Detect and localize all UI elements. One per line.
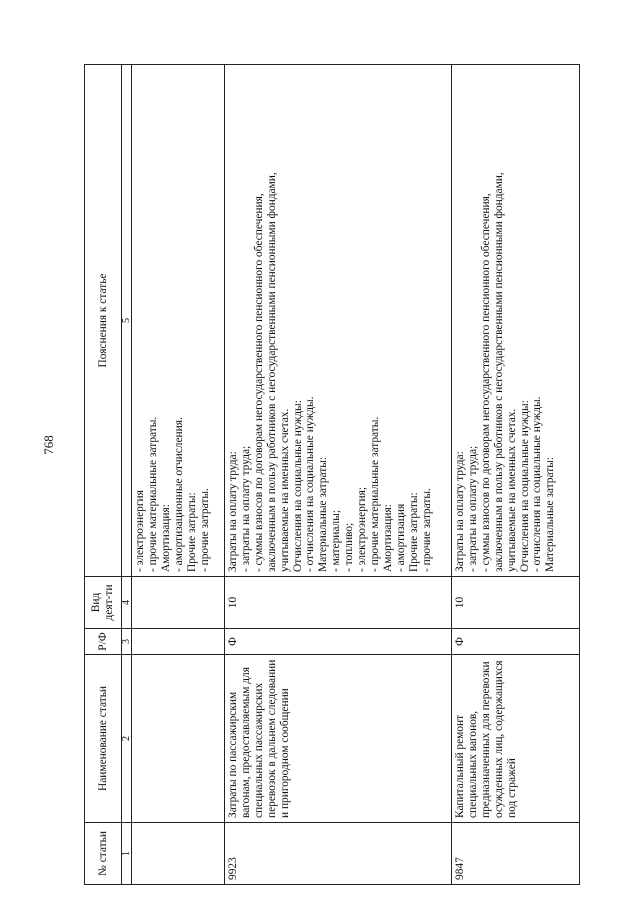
item-activity-type: 10 [225,577,452,629]
table-row [225,65,452,885]
explanation-line: учитываемые на именных счетах. [505,408,518,572]
item-name [452,655,580,823]
expense-items-table [84,64,580,885]
explanation-line: - прочие материальные затраты. [146,416,159,572]
header-item-name: Наименование статьи [85,655,122,823]
explanation-line: - материалы; [330,509,343,572]
item-name [132,655,225,823]
item-activity-type: 10 [452,577,580,629]
explanation-line: заключенным в пользу работников с негосударственными пенсионными фондами, [265,172,278,572]
table-header-row [85,65,122,885]
column-index: 1 [122,823,132,885]
item-activity-type [132,577,225,629]
explanation-line: Отчисления на социальные нужды: [518,400,531,572]
explanation-line: - прочие затраты. [198,488,211,572]
rotated-table-container [84,65,580,885]
explanation-line: заключенным в пользу работников с негосударственными пенсионными фондами, [492,172,505,572]
page-number: 768 [41,435,56,455]
explanation-line: Амортизация: [159,504,172,572]
explanation-line: - суммы взносов по договорам негосударственного пенсионного обеспечения, [252,193,265,572]
header-item-number: № статьи [85,823,122,885]
explanation-line: - затраты на оплату труда; [466,445,479,572]
column-index: 4 [122,577,132,629]
explanation-line: Материальные затраты: [317,456,330,572]
item-name [225,655,452,823]
column-index: 5 [122,65,132,577]
explanation-line: - амортизация [394,503,407,572]
explanation-line: - отчисления на социальные нужды. [531,396,544,572]
explanation-line: - суммы взносов по договорам негосударственного пенсионного обеспечения, [479,193,492,572]
header-rf: Р/Ф [85,629,122,655]
explanation-line: - амортизационные отчисления. [172,417,185,572]
item-name-text: Затраты по пассажирским вагонам, предоставляемым для специальных пассажирских перевозок в дальнем следовании и пригородном сообщении [227,659,291,818]
item-number: 9847 [452,823,580,885]
explanation-line: - электроэнергия [134,490,146,572]
item-rf [132,629,225,655]
explanation-line: Прочие затраты: [185,492,198,572]
explanation-line: Затраты на оплату труда: [454,451,466,572]
item-explanation [225,65,452,577]
item-number: 9923 [225,823,452,885]
explanation-line: - прочие материальные затраты. [368,416,381,572]
explanation-line: Прочие затраты: [407,492,420,572]
explanation-line: - топливо; [343,522,356,572]
explanation-line: Амортизация: [381,504,394,572]
explanation-line: - электроэнергия; [356,486,369,572]
header-activity-type: Вид деят-ти [85,577,122,629]
explanation-line: Отчисления на социальные нужды: [291,400,304,572]
item-rf: Ф [452,629,580,655]
column-index: 2 [122,655,132,823]
item-name-text: Капитальный ремонт специальных вагонов, предназначенных для перевозки осужденных лиц, содержащихся под стражей [454,660,518,818]
column-index: 3 [122,629,132,655]
explanation-line: - затраты на оплату труда; [239,445,252,572]
item-explanation [452,65,580,577]
column-index-row [122,65,132,885]
explanation-line: - отчисления на социальные нужды. [304,396,317,572]
table-row [132,65,225,885]
explanation-line: - прочие затраты. [420,488,433,572]
table-row [452,65,580,885]
item-number [132,823,225,885]
explanation-line: Материальные затраты: [544,456,557,572]
explanation-line: Затраты на оплату труда: [227,451,239,572]
explanation-line: учитываемые на именных счетах. [278,408,291,572]
header-explanation: Пояснения к статье [85,65,122,577]
item-explanation [132,65,225,577]
item-rf: Ф [225,629,452,655]
